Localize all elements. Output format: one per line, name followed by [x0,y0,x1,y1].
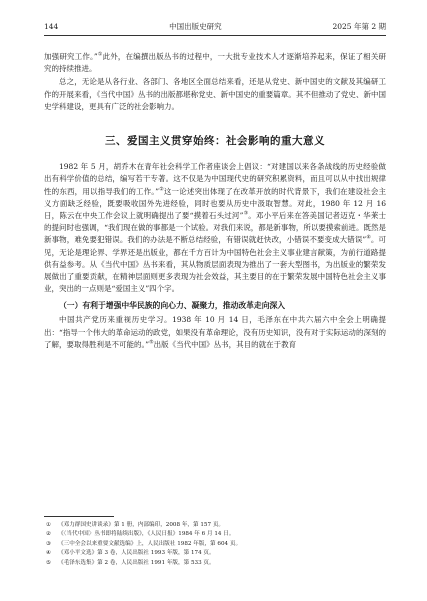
paragraph-group-middle [44,161,386,295]
footnote-divider [44,516,114,517]
paragraph-text: 加强研究工作。” [44,52,98,61]
footnote-marker: ① [46,522,52,528]
footnote-text: 《邓小平文选》第 3 卷，人民出版社 1993 年版，第 174 页。 [58,550,215,557]
paragraph-text: 。邓小平后来在答美国记者迈克・华莱士的提问时也强调，“我们现在做的事都是一个试验。对我们来说，都是新事物，所以要摸索前进。既然是新事物，难免要犯错误。我们的办法是不断总结经验，有错误就赶快改，小错误不要变成大错误” [44,211,387,245]
footnote-text: 《〈当代中国〉丛书即将陆续出版》，《人民日报》1984 年 6 月 14 日。 [58,531,235,538]
running-header [44,22,386,36]
footnote-item [44,521,386,530]
paragraph-text: 中国共产党历来重视历史学习。1938 年 10 月 14 日，毛泽东在中共六届六中全会上明确提出：“指导一个伟大的革命运动的政党，如果没有革命理论，没有历史知识，没有对于实际运动的深刻的了解，要取得胜利是不可能的。” [44,315,386,349]
body-paragraph [44,76,386,113]
body-paragraph [44,314,386,351]
issue-label: 2025 年第 2 期 [332,22,386,31]
footnote-reference[interactable]: ② [159,186,164,193]
footnote-item [44,559,386,568]
footnote-text: 《邓力群国史讲谈录》第 1 册，内部编印，2008 年，第 157 页。 [58,522,225,528]
paragraph-text: 。可见，无论是理论界、学界还是出版业，都在千方百计为中国特色社会主义事业建言献策，为前行道路提供有益参考。从《当代中国》丛书来看，其从物质层面表现为推出了一套大型图书，为出版业的繁荣发展做出了重要贡献，在精神层面则更多表现为社会效益，其主要目的在于繁荣发展中国特色社会主义事业，突出的一点则是“爱国主义”四个字。 [44,235,387,294]
footnote-marker: ② [46,531,52,538]
subsection-heading: （一）有利于增强中华民族的向心力、凝聚力，推动改革走向深入 [59,301,286,311]
footnote-marker: ⑤ [46,559,52,566]
footnote-reference[interactable]: ⑤ [149,339,154,346]
paragraph-text: 此外，在编撰出版丛书的过程中，一大批专业技术人才逐渐培养起来，保证了相关研究的持续推进。 [44,52,386,74]
section-heading: 三、爱国主义贯穿始终：社会影响的重大意义 [105,135,325,148]
footnote-item [44,540,386,549]
footnote-reference[interactable]: ③ [243,210,249,217]
footnote-marker: ④ [46,550,52,557]
footnote-reference[interactable]: ④ [366,234,371,241]
footnote-item [44,549,386,558]
page [44,22,386,582]
journal-title: 中国出版史研究 [169,22,222,31]
paragraph-text: 这一论述突出体现了在改革开放的时代背景下，我们在建设社会主义方面缺乏经验，既要吸收国外先进经验，同时也要从历史中汲取智慧。对此，1980 年 12 月 16 日，陈云在中央工作会议上就明确提出了要“摸着石头过河” [44,186,386,221]
paragraph-group-bottom [44,314,386,351]
page-number: 144 [44,22,59,31]
body-paragraph [44,161,386,295]
paragraph-text: 出版《当代中国》丛书，其目的就在于教育 [153,339,297,349]
footnotes [44,516,386,568]
footnote-item [44,530,386,539]
footnote-text: 《毛泽东选集》第 2 卷，人民出版社 1991 年版，第 533 页。 [58,559,215,566]
paragraph-text: 1982 年 5 月，胡乔木在青年社会科学工作者座谈会上倡议：“对建国以来各条战线的历史经验做出有科学价值的总结，编写若干专著。这不仅是为中国现代史的研究积累资料，而且可以从中找出规律性的东西，用以指导我们的工作。” [44,162,386,196]
footnote-reference[interactable]: ① [97,51,103,58]
footnote-marker: ③ [46,540,52,547]
footnote-list [44,521,386,568]
body-paragraph [44,51,386,75]
paragraph-group-top [44,51,386,113]
paragraph-text: 总之，无论是从各行业、各部门、各地区全面总结来看，还是从党史、新中国史的文献及其编研工作的开展来看，《当代中国》丛书的出版都堪称党史、新中国史的重要篇章。其不但推动了党史、新中国史学科建设，更具有广泛的社会影响力。 [44,77,386,111]
article-body [44,51,386,351]
footnote-text: 《三中全会以来重要文献选编》上，人民出版社 1982 年版，第 604 页。 [58,540,242,547]
